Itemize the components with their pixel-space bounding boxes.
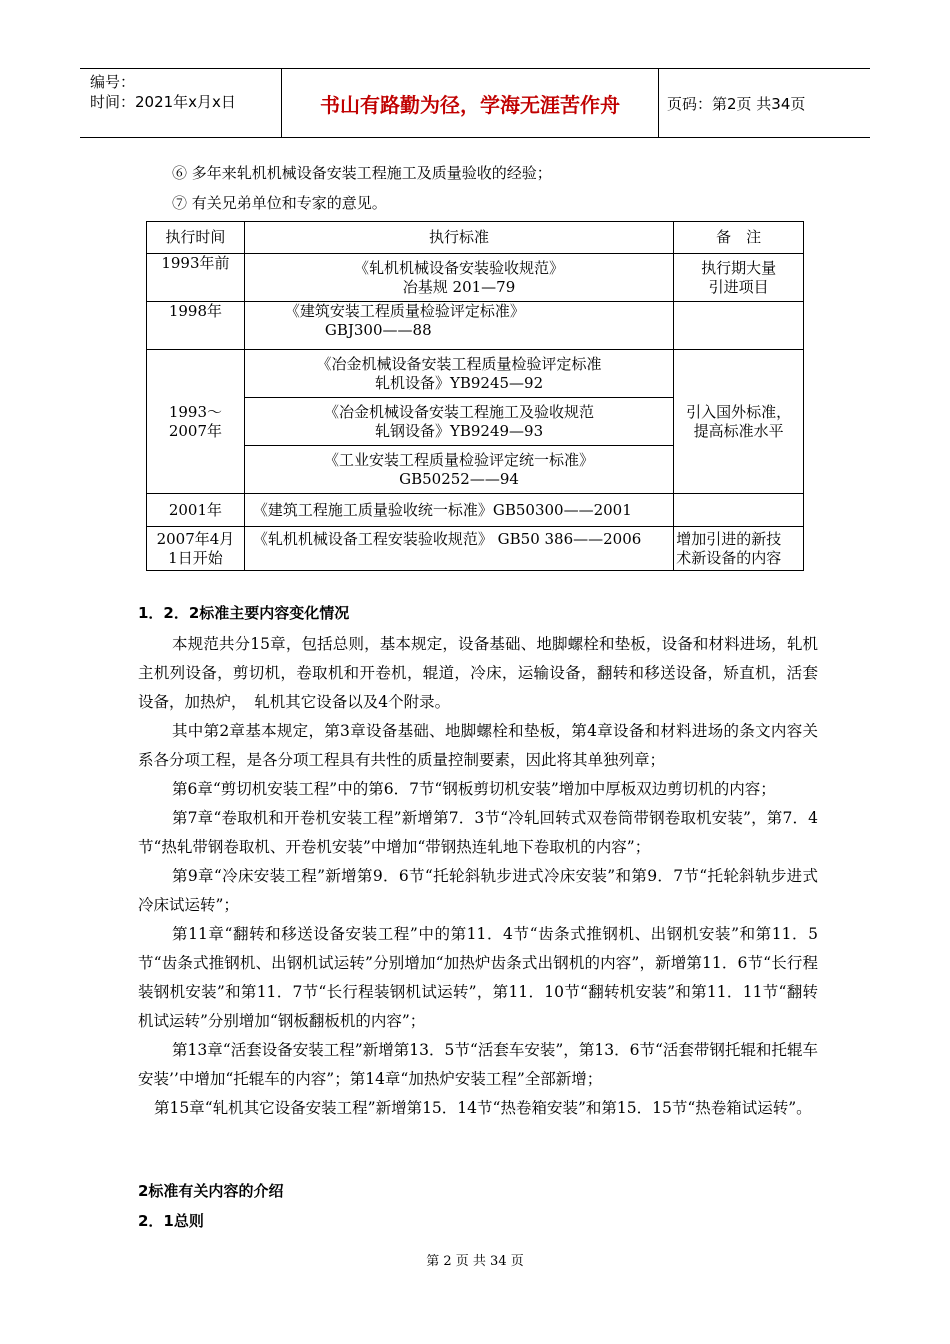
time-line: 1993～ (168, 402, 223, 421)
standard-code: 轧钢设备》YB9249—93 (374, 421, 544, 440)
col-header-note: 备 注 (674, 222, 804, 254)
standard-code: 轧机设备》YB9245—92 (374, 373, 544, 392)
standard-title: 《轧机机械设备安装验收规范》 (354, 258, 565, 277)
table-row (147, 302, 804, 350)
note-line: 执行期大量 (701, 258, 777, 277)
paragraph: 第13章“活套设备安装工程”新增第13．5节“活套车安装”，第13．6节“活套带钢托辊和托辊车安装’’中增加“托辊车的内容”；第14章“加热炉安装工程”全部新增； (138, 1041, 818, 1088)
paragraph: 其中第2章基本规定，第3章设备基础、地脚螺栓和垫板，第4章设备和材料进场的条文内容关系各分项工程，是各分项工程具有共性的质量控制要素，因此将其单独列章； (138, 722, 818, 769)
cell-note (674, 254, 804, 302)
standards-table (146, 221, 804, 571)
note-line: 引进项目 (708, 277, 769, 296)
standard-title: 《建筑安装工程质量检验评定标准》 (284, 302, 525, 320)
standard-code: 冶基规 201—79 (402, 277, 516, 296)
standard-code: GBJ300——88 (324, 321, 432, 339)
col-header-standard: 执行标准 (244, 222, 673, 254)
table-header-row (147, 222, 804, 254)
header-motto: 书山有路勤为径，学海无涯苦作舟 (282, 69, 659, 137)
standard-code: GB50252——94 (399, 469, 519, 488)
cell-note (674, 494, 804, 527)
time-line: 1日开始 (168, 548, 223, 567)
table-row (147, 494, 804, 527)
note-line: 术新设备的内容 (676, 548, 782, 567)
cell-standard (244, 398, 673, 446)
time-line: 2007年 (168, 421, 223, 440)
cell-note (674, 350, 804, 494)
number-label: 编号： (90, 73, 136, 91)
cell-time: 2001年 (147, 494, 245, 527)
cell-standard (244, 446, 673, 494)
cell-standard (244, 302, 673, 350)
intro-item-6: ⑥ 多年来轧机机械设备安装工程施工及质量验收的经验； (172, 164, 552, 182)
paragraph: 第7章“卷取机和开卷机安装工程”新增第7．3节“冷轧回转式双卷筒带钢卷取机安装”，第7．4节“热轧带钢卷取机、开卷机安装”中增加“带钢热连轧地下卷取机的内容”； (138, 809, 818, 856)
note-line: 引入国外标准， (686, 402, 792, 421)
body-text (138, 630, 818, 1123)
page-header (80, 68, 870, 138)
paragraph: 本规范共分15章，包括总则，基本规定，设备基础、地脚螺栓和垫板，设备和材料进场，轧机主机列设备，剪切机，卷取机和开卷机，辊道，冷床，运输设备，翻转和移送设备，矫直机，活套设备，加热炉， 轧机其它设备以及4个附录。 (138, 635, 818, 711)
paragraph: 第11章“翻转和移送设备安装工程”中的第11．4节“齿条式推钢机、出钢机安装”和第11．5节“齿条式推钢机、出钢机试运转”分别增加“加热炉齿条式出钢机的内容”，新增第11．6节“长行程装钢机安装”和第11．7节“长行程装钢机试运转”，第11．10节“翻转机安装”和第11．11节“翻转机试运转”分别增加“钢板翻板机的内容”； (138, 925, 818, 1030)
note-line: 提高标准水平 (693, 421, 784, 440)
cell-time: 1993年前 (147, 254, 245, 302)
intro-item-7: ⑦ 有关兄弟单位和专家的意见。 (172, 194, 387, 212)
table-row (147, 350, 804, 398)
cell-time: 1998年 (147, 302, 245, 350)
cell-time (147, 350, 245, 494)
section-heading-2-1: 2．1总则 (138, 1212, 204, 1230)
col-header-time: 执行时间 (147, 222, 245, 254)
header-page-info: 页码：第2页 共34页 (667, 94, 806, 113)
table-row (147, 254, 804, 302)
paragraph: 第9章“冷床安装工程”新增第9．6节“托轮斜轨步进式冷床安装”和第9．7节“托轮斜轨步进式冷床试运转”； (138, 867, 818, 914)
cell-standard: 《轧机机械设备工程安装验收规范》 GB50 386——2006 (244, 527, 673, 571)
cell-standard (244, 350, 673, 398)
cell-standard: 《建筑工程施工质量验收统一标准》GB50300——2001 (244, 494, 673, 527)
cell-time (147, 527, 245, 571)
section-heading-2: 2标准有关内容的介绍 (138, 1182, 284, 1200)
standard-title: 《冶金机械设备安装工程质量检验评定标准 (316, 354, 602, 373)
time-label: 时间：2021年x月x日 (90, 93, 236, 111)
standard-title: 《冶金机械设备安装工程施工及验收规范 (324, 402, 595, 421)
time-line: 2007年4月 (156, 529, 235, 548)
page-footer: 第 2 页 共 34 页 (426, 1254, 524, 1269)
header-meta (80, 69, 282, 137)
note-line: 增加引进的新技 (676, 529, 782, 548)
standard-title: 《工业安装工程质量检验评定统一标准》 (324, 450, 595, 469)
cell-note (674, 302, 804, 350)
paragraph: 第6章“剪切机安装工程”中的第6．7节“钢板剪切机安装”增加中厚板双边剪切机的内容； (172, 780, 776, 798)
cell-standard (244, 254, 673, 302)
cell-note (674, 527, 804, 571)
paragraph: 第15章“轧机其它设备安装工程”新增第15．14节“热卷箱安装”和第15．15节“热卷箱试运转”。 (154, 1099, 812, 1117)
section-heading-1-2-2: 1．2．2标准主要内容变化情况 (138, 604, 350, 622)
table-row (147, 527, 804, 571)
